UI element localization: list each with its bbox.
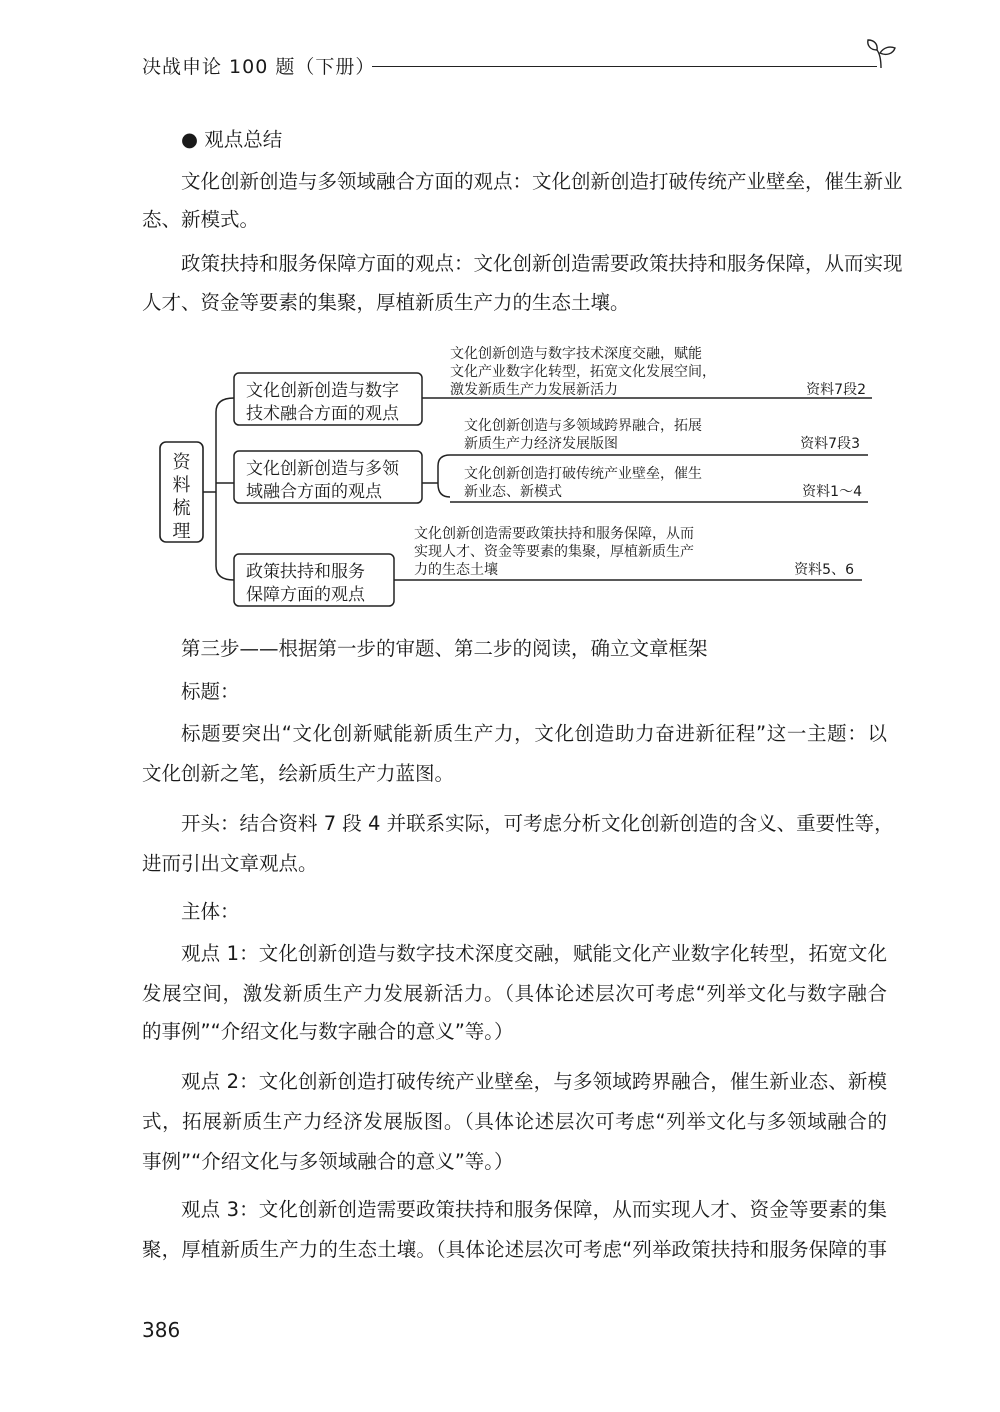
leaf-text: 实现人才、资金等要素的集聚，厚植新质生产 xyxy=(414,544,694,560)
summary-paragraph-1 xyxy=(142,166,903,198)
leaf-text: 文化创新创造需要政策扶持和服务保障，从而 xyxy=(414,526,694,542)
root-char: 资 xyxy=(172,452,191,473)
text-line: 标题要突出“文化创新赋能新质生产力，文化创造助力奋进新征程”这一主题：以 xyxy=(181,722,887,745)
leaf-source: 资料1～4 xyxy=(802,484,862,500)
title-label: 标题： xyxy=(181,680,240,703)
root-char: 料 xyxy=(172,475,191,496)
text-line: 观点 2：文化创新创造打破传统产业壁垒，与多领域跨界融合，催生新业态、新模 xyxy=(181,1070,887,1093)
point-2-cont xyxy=(142,1106,887,1138)
text-line: 文化创新之笔，绘新质生产力蓝图。 xyxy=(142,762,455,785)
title-description-cont xyxy=(142,758,887,790)
summary-paragraph-2-cont xyxy=(142,287,887,319)
branch-label: 域融合方面的观点 xyxy=(246,482,382,502)
text-line: 观点 3：文化创新创造需要政策扶持和服务保障，从而实现人才、资金等要素的集 xyxy=(181,1198,887,1221)
summary-heading: ● 观点总结 xyxy=(181,128,283,151)
text-line: 发展空间，激发新质生产力发展新活力。（具体论述层次可考虑“列举文化与数字融合 xyxy=(142,982,887,1005)
material-mind-map xyxy=(150,340,880,620)
point-1 xyxy=(142,938,887,970)
text-line: 开头：结合资料 7 段 4 并联系实际，可考虑分析文化创新创造的含义、重要性等， xyxy=(181,812,894,835)
text-line: 式，拓展新质生产力经济发展版图。（具体论述层次可考虑“列举文化与多领域融合的 xyxy=(142,1110,887,1133)
point-3 xyxy=(142,1194,887,1226)
leaf-text: 激发新质生产力发展新活力 xyxy=(450,382,618,398)
text-line: 聚，厚植新质生产力的生态土壤。（具体论述层次可考虑“列举政策扶持和服务保障的事 xyxy=(142,1238,887,1261)
root-char: 梳 xyxy=(172,498,191,519)
point-2-cont xyxy=(142,1146,887,1178)
text-line: 事例”“介绍文化与多领域融合的意义”等。） xyxy=(142,1150,514,1173)
leaf-source: 资料7段3 xyxy=(800,436,860,452)
text-line: 人才、资金等要素的集聚，厚植新质生产力的生态土壤。 xyxy=(142,291,630,314)
leaf-text: 文化产业数字化转型，拓宽文化发展空间， xyxy=(450,364,716,380)
page-number: 386 xyxy=(142,1318,181,1342)
leaf-text: 力的生态土壤 xyxy=(414,562,498,578)
branch-label: 保障方面的观点 xyxy=(246,585,365,605)
body-label: 主体： xyxy=(181,900,240,923)
leaf-text: 文化创新创造打破传统产业壁垒，催生 xyxy=(464,466,702,482)
leaf-source: 资料5、6 xyxy=(794,562,854,578)
branch-label: 技术融合方面的观点 xyxy=(246,404,399,424)
point-3-cont xyxy=(142,1234,887,1266)
branch-label: 政策扶持和服务 xyxy=(246,562,365,582)
title-description xyxy=(142,718,887,750)
sprout-icon xyxy=(864,36,898,70)
point-2 xyxy=(142,1066,887,1098)
branch-label: 文化创新创造与多领 xyxy=(246,459,399,479)
text-line: 观点 1：文化创新创造与数字技术深度交融，赋能文化产业数字化转型，拓宽文化 xyxy=(181,942,887,965)
leaf-text: 文化创新创造与数字技术深度交融，赋能 xyxy=(450,346,702,362)
main-bracket xyxy=(203,398,234,580)
root-char: 理 xyxy=(172,521,191,542)
leaf-text: 文化创新创造与多领域跨界融合，拓展 xyxy=(464,418,702,434)
leaf-text: 新业态、新模式 xyxy=(464,484,562,500)
summary-paragraph-2 xyxy=(142,248,903,280)
branch-label: 文化创新创造与数字 xyxy=(246,381,399,401)
sub-bracket xyxy=(422,455,450,497)
opening-paragraph-cont xyxy=(142,848,887,880)
step3-heading: 第三步——根据第一步的审题、第二步的阅读，确立文章框架 xyxy=(181,637,708,660)
header-rule xyxy=(372,66,877,67)
summary-paragraph-1-cont xyxy=(142,204,887,236)
leaf-text: 新质生产力经济发展版图 xyxy=(464,436,618,452)
running-header: 决战申论 100 题（下册） xyxy=(142,56,376,78)
leaf-source: 资料7段2 xyxy=(806,382,866,398)
text-line: 态、新模式。 xyxy=(142,208,260,231)
text-line: 政策扶持和服务保障方面的观点：文化创新创造需要政策扶持和服务保障，从而实现 xyxy=(181,252,903,275)
text-line: 文化创新创造与多领域融合方面的观点：文化创新创造打破传统产业壁垒，催生新业 xyxy=(181,170,903,193)
text-line: 进而引出文章观点。 xyxy=(142,852,318,875)
text-line: 的事例”“介绍文化与数字融合的意义”等。） xyxy=(142,1020,514,1043)
opening-paragraph xyxy=(142,808,894,840)
point-1-cont xyxy=(142,1016,887,1048)
point-1-cont xyxy=(142,978,887,1010)
